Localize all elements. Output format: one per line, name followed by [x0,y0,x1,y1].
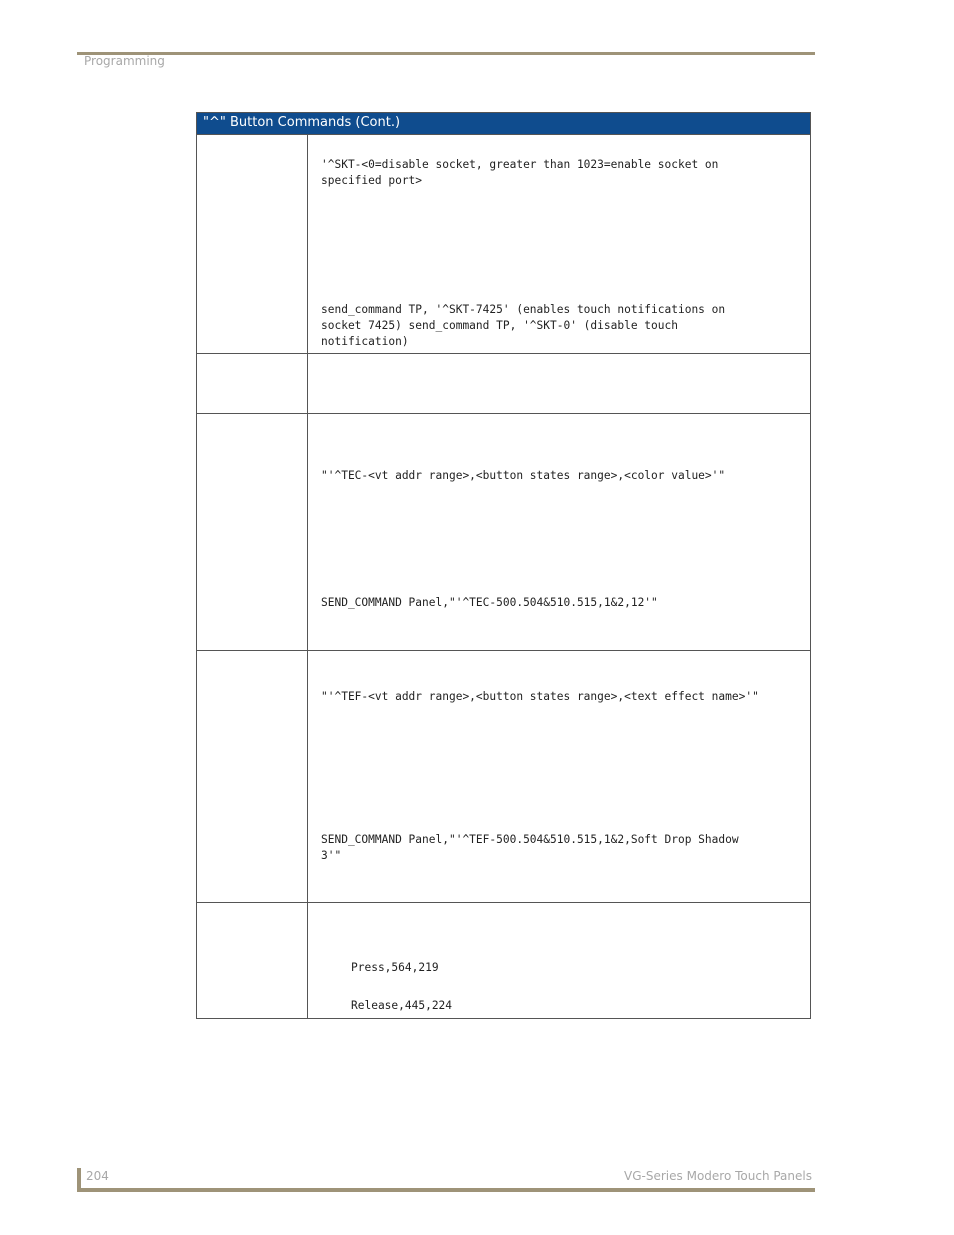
header-rule [77,52,815,55]
section-label: Programming [84,54,165,68]
footer-rule [77,1188,815,1192]
tec-syntax: "'^TEC-<vt addr range>,<button states range>,<color value>'" [321,469,726,482]
document-title: VG-Series Modero Touch Panels [624,1169,812,1183]
commands-table [196,112,811,1019]
release-line: Release,445,224 [351,999,453,1012]
table-title: "^" Button Commands (Cont.) [203,115,401,130]
row-divider [196,902,811,903]
tec-example: SEND_COMMAND Panel,"'^TEC-500.504&510.515,1&2,12'" [321,596,658,609]
page-number: 204 [86,1169,109,1183]
skt-syntax: '^SKT-<0=disable socket, greater than 1023=enable socket on specified port> [321,158,719,187]
column-divider [307,135,308,1019]
row-divider [196,413,811,414]
row-divider [196,650,811,651]
skt-example: send_command TP, '^SKT-7425' (enables touch notifications on socket 7425) send_command TP, '^SKT-0' (disable touch notification) [321,303,726,348]
row-divider [196,353,811,354]
table-header [196,112,811,135]
press-line: Press,564,219 [351,961,439,974]
tef-syntax: "'^TEF-<vt addr range>,<button states range>,<text effect name>'" [321,690,759,703]
tef-example: SEND_COMMAND Panel,"'^TEF-500.504&510.515,1&2,Soft Drop Shadow 3'" [321,833,739,862]
